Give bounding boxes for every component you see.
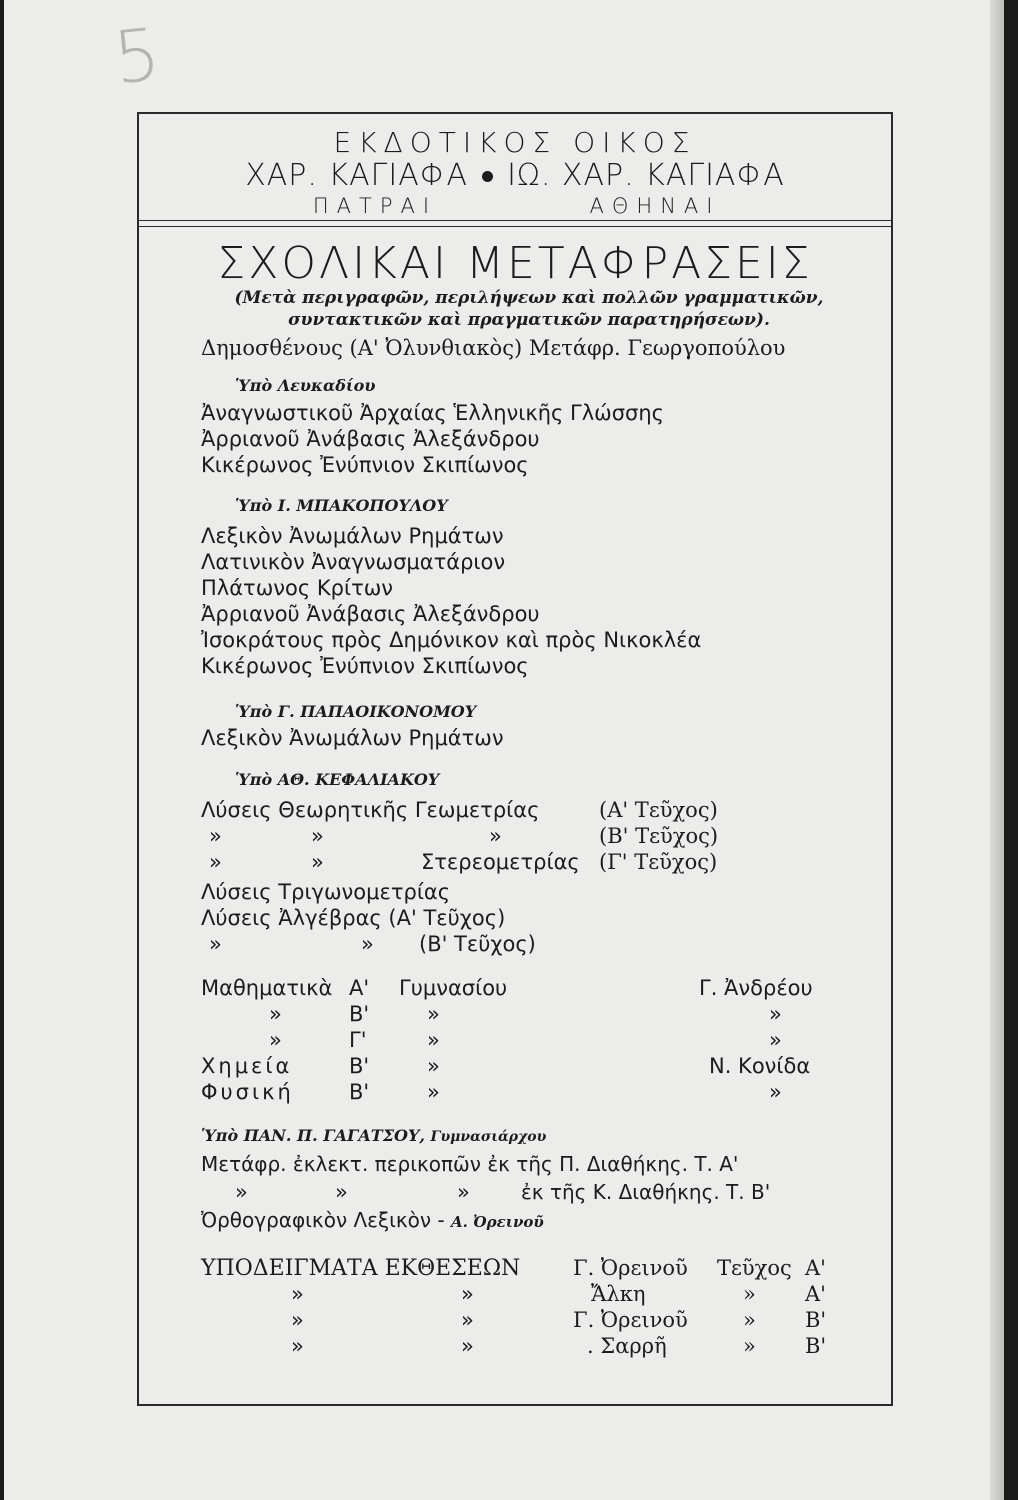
ditto-mark: » [209, 824, 222, 848]
ditto-mark: » [209, 932, 222, 956]
ditto-mark: » [489, 824, 502, 848]
list-item: Λεξικὸν Ἀνωμάλων Ρημάτων [201, 726, 504, 750]
city-right: ΑΘΗΝΑΙ [589, 194, 721, 218]
ditto-mark: » [291, 1308, 304, 1332]
table-cell: Γ' [349, 1028, 367, 1052]
ditto-mark: » [291, 1282, 304, 1306]
table-cell: Β' [349, 1002, 370, 1026]
table-cell: » [269, 1028, 282, 1052]
table-cell: Β' [349, 1080, 370, 1104]
volume-label: (Β' Τεῦχος) [599, 824, 719, 848]
table-cell: » [743, 1308, 756, 1332]
section-5-author [201, 1126, 546, 1145]
table-cell: » [427, 1028, 440, 1052]
section-2-author: Ὑπὸ Ι. ΜΠΑΚΟΠΟΥΛΟΥ [235, 496, 448, 515]
ditto-mark: » [311, 824, 324, 848]
section-3-author: Ὑπὸ Γ. ΠΑΠΑΟΙΚΟΝΟΜΟΥ [235, 702, 477, 721]
ditto-mark: » [461, 1308, 474, 1332]
dictionary-author: Α. Ὀρεινοῦ [451, 1213, 544, 1231]
table-cell: Γ. Ὀρεινοῦ [573, 1256, 688, 1280]
city-left: ΠΑΤΡΑΙ [312, 194, 438, 218]
subtitle-line-1: (Μετὰ περιγραφῶν, περιλήψεων καὶ πολλῶν γραμματικῶν, [234, 288, 824, 308]
table-cell: » [743, 1282, 756, 1306]
list-item: Στερεομετρίας [421, 850, 580, 874]
table-cell: Τεῦχος [717, 1256, 792, 1280]
ditto-mark: » [461, 1282, 474, 1306]
table-cell: » [269, 1002, 282, 1026]
list-item: Μετάφρ. ἐκλεκτ. περικοπῶν ἐκ τῆς Π. Διαθήκης. Τ. Α' [201, 1152, 739, 1176]
list-item: Λατινικὸν Ἀναγνωσματάριον [201, 550, 506, 574]
publisher-cities [139, 194, 891, 218]
publisher-name-left: ΧΑΡ. ΚΑΓΙΑΦΑ [245, 158, 469, 193]
list-item: Λύσεις Τριγωνομετρίας [201, 880, 451, 904]
list-item: Λεξικὸν Ἀνωμάλων Ρημάτων [201, 524, 504, 548]
ditto-mark: » [291, 1334, 304, 1358]
volume-label: (Γ' Τεῦχος) [599, 850, 718, 874]
page-title: ΣΧΟΛΙΚΑΙ ΜΕΤΑΦΡΑΣΕΙΣ [217, 238, 813, 289]
table-cell: Χημεία [201, 1054, 293, 1078]
publisher-names [139, 158, 891, 193]
ditto-mark: » [461, 1334, 474, 1358]
table-cell: Α' [349, 976, 370, 1000]
ditto-mark: » [457, 1180, 470, 1204]
list-item: Κικέρωνος Ἐνύπνιον Σκιπίωνος [201, 453, 529, 477]
table-cell: Γ. Ὀρεινοῦ [573, 1308, 688, 1332]
section-4-author: Ὑπὸ ΑΘ. ΚΕΦΑΛΙΑΚΟΥ [235, 770, 440, 789]
list-item: Ἀρριανοῦ Ἀνάβασις Ἀλεξάνδρου [201, 427, 540, 451]
list-item: Πλάτωνος Κρίτων [201, 576, 394, 600]
list-item: Λύσεις Ἀλγέβρας (Α' Τεῦχος) [201, 906, 506, 930]
ditto-mark: » [361, 932, 374, 956]
volume-label: (Β' Τεῦχος) [419, 932, 536, 956]
table-cell: . Σαρρῆ [587, 1334, 667, 1358]
table-cell: » [427, 1054, 440, 1078]
table-cell: Ν. Κονίδα [709, 1054, 811, 1078]
table-cell: » [769, 1080, 782, 1104]
list-item: Λύσεις Θεωρητικῆς Γεωμετρίας [201, 798, 540, 822]
ditto-mark: » [335, 1180, 348, 1204]
volume-label: (Α' Τεῦχος) [599, 798, 718, 822]
ditto-mark: » [235, 1180, 248, 1204]
publisher-name-right: ΙΩ. ΧΑΡ. ΚΑΓΙΑΦΑ [507, 158, 785, 193]
ditto-mark: » [311, 850, 324, 874]
table-cell: Α' [805, 1256, 826, 1280]
models-heading: ΥΠΟΔΕΙΓΜΑΤΑ ΕΚΘΕΣΕΩΝ [201, 1256, 521, 1281]
table-cell: » [769, 1028, 782, 1052]
author-role: Γυμνασιάρχου [430, 1129, 547, 1145]
list-item: Ἀρριανοῦ Ἀνάβασις Ἀλεξάνδρου [201, 602, 540, 626]
list-item: Ἰσοκράτους πρὸς Δημόνικον καὶ πρὸς Νικοκλέα [201, 628, 702, 652]
list-item [201, 1208, 544, 1232]
table-cell: Γυμνασίου [399, 976, 508, 1000]
list-item: Ἀναγνωστικοῦ Ἀρχαίας Ἑλληνικῆς Γλώσσης [201, 401, 664, 425]
table-cell: Φυσική [201, 1080, 294, 1104]
table-cell: » [743, 1334, 756, 1358]
list-item: Κικέρωνος Ἐνύπνιον Σκιπίωνος [201, 654, 529, 678]
intro-line: Δημοσθένους (Α' Ὀλυνθιακὸς) Μετάφρ. Γεωργοπούλου [201, 336, 786, 360]
scanned-page [4, 0, 1004, 1500]
table-cell: Β' [805, 1334, 827, 1358]
table-cell: Γ. Ἀνδρέου [699, 976, 813, 1000]
page-edge-shadow [990, 0, 1004, 1500]
table-cell: Β' [805, 1308, 827, 1332]
divider [139, 220, 891, 221]
author-name: Ὑπὸ ΠΑΝ. Π. ΓΑΓΑΤΣΟΥ, [201, 1126, 425, 1145]
publisher-house: ΕΚΔΟΤΙΚΟΣ ΟΙΚΟΣ [333, 126, 697, 159]
dictionary-title: Ὀρθογραφικὸν Λεξικὸν - [201, 1208, 445, 1232]
table-cell: » [769, 1002, 782, 1026]
table-cell: » [427, 1002, 440, 1026]
table-cell: » [427, 1080, 440, 1104]
section-1-author: Ὑπὸ Λευκαδίου [235, 376, 376, 395]
table-cell: Ἄλκη [591, 1282, 646, 1306]
bullet-icon [482, 171, 493, 182]
subtitle-line-2: συντακτικῶν καὶ πραγματικῶν παρατηρήσεων). [288, 310, 770, 330]
list-item: ἐκ τῆς Κ. Διαθήκης. Τ. Β' [521, 1180, 771, 1204]
table-cell: Μαθηματικὰ [201, 976, 333, 1000]
divider [139, 226, 891, 227]
ditto-mark: » [209, 850, 222, 874]
table-cell: Α' [805, 1282, 826, 1306]
catalog-frame [137, 112, 893, 1406]
table-cell: Β' [349, 1054, 370, 1078]
handwritten-page-number: 5 [109, 11, 165, 101]
